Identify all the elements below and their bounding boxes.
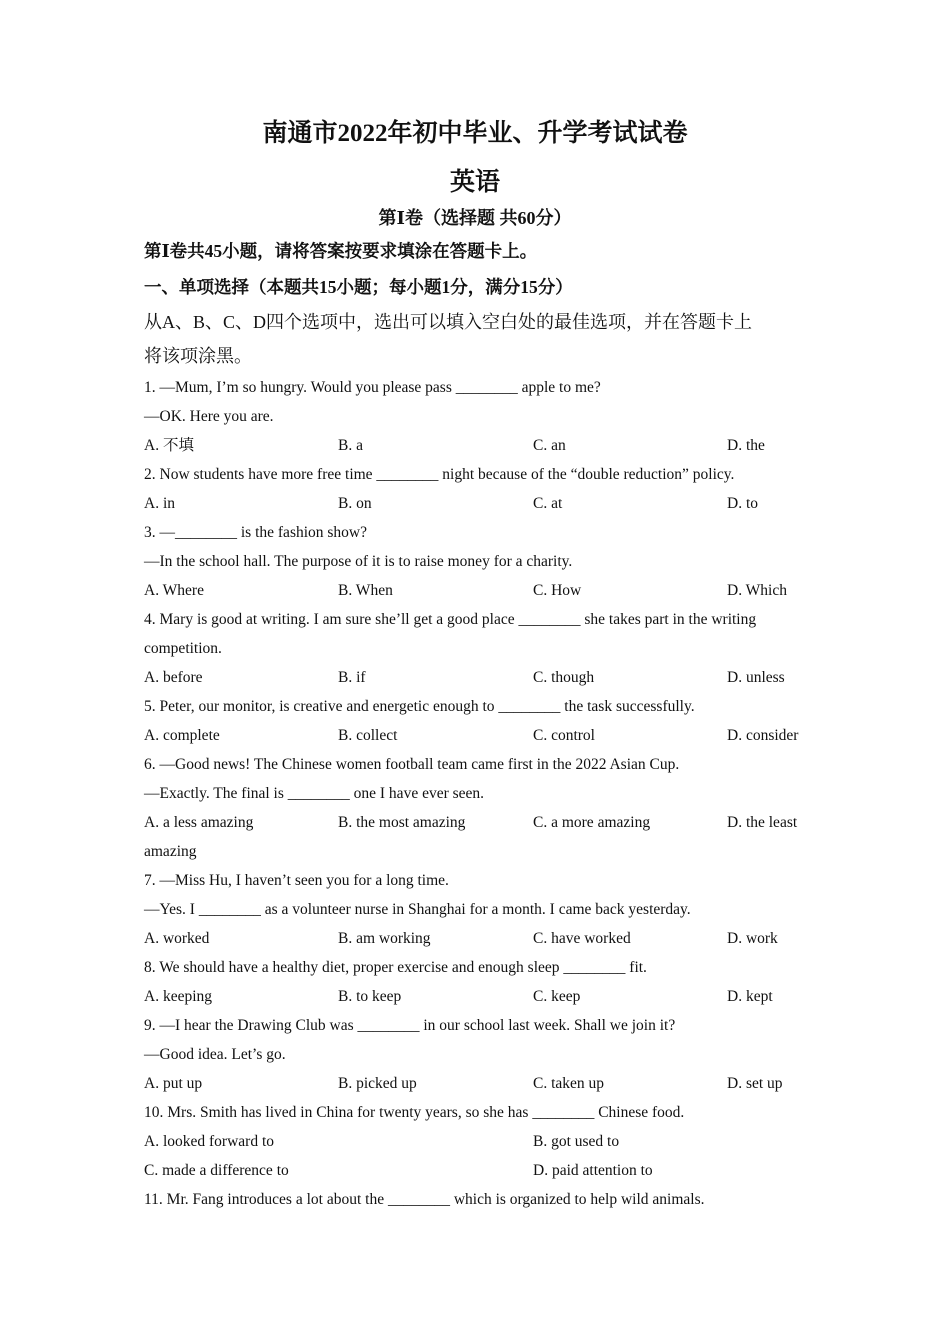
- option-d[interactable]: D. kept: [727, 988, 773, 1005]
- subject-title: 英语: [449, 169, 500, 196]
- part-heading: 第Ⅰ卷（选择题 共60分）: [378, 208, 572, 228]
- question-10-options-row-1: [144, 1132, 824, 1152]
- question-3-reply: —In the school hall. The purpose of it is to raise money for a charity.: [144, 553, 573, 570]
- question-3-options: [144, 581, 824, 601]
- question-4-stem-cont: competition.: [144, 640, 222, 657]
- option-a[interactable]: A. complete: [144, 727, 220, 744]
- option-a[interactable]: A. worked: [144, 930, 210, 947]
- option-b[interactable]: B. am working: [338, 930, 431, 947]
- question-5-stem: 5. Peter, our monitor, is creative and energetic enough to ________ the task successfully.: [144, 698, 695, 715]
- option-d[interactable]: D. to: [727, 495, 758, 512]
- question-10-options-row-2: [144, 1161, 824, 1181]
- question-3-stem: 3. —________ is the fashion show?: [144, 524, 368, 541]
- option-c[interactable]: C. control: [533, 727, 595, 744]
- option-d[interactable]: D. Which: [727, 582, 787, 599]
- question-1-reply: —OK. Here you are.: [144, 408, 274, 425]
- option-c[interactable]: C. have worked: [533, 930, 631, 947]
- option-a[interactable]: A. put up: [144, 1075, 203, 1092]
- option-b[interactable]: B. on: [338, 495, 372, 512]
- question-10-stem: 10. Mrs. Smith has lived in China for twenty years, so she has ________ Chinese food.: [144, 1104, 685, 1121]
- option-b[interactable]: B. the most amazing: [338, 814, 466, 831]
- option-a[interactable]: A. keeping: [144, 988, 213, 1005]
- option-c[interactable]: C. made a difference to: [144, 1162, 289, 1179]
- option-d[interactable]: D. consider: [727, 727, 799, 744]
- option-b[interactable]: B. if: [338, 669, 366, 686]
- option-b[interactable]: B. collect: [338, 727, 398, 744]
- option-c[interactable]: C. though: [533, 669, 595, 686]
- question-6-stem: 6. —Good news! The Chinese women football team came first in the 2022 Asian Cup.: [144, 756, 680, 773]
- question-2-options: [144, 494, 824, 514]
- option-a[interactable]: A. before: [144, 669, 203, 686]
- option-c[interactable]: C. an: [533, 437, 566, 454]
- section-heading: 一、单项选择（本题共15小题；每小题1分，满分15分）: [144, 277, 573, 297]
- option-d[interactable]: D. work: [727, 930, 778, 947]
- question-7-stem: 7. —Miss Hu, I haven’t seen you for a long time.: [144, 872, 449, 889]
- question-7-options: [144, 929, 824, 949]
- question-11-stem: 11. Mr. Fang introduces a lot about the ________ which is organized to help wild animals.: [144, 1191, 705, 1208]
- option-a[interactable]: A. a less amazing: [144, 814, 254, 831]
- question-4-stem: 4. Mary is good at writing. I am sure she’ll get a good place ________ she takes part in the writing: [144, 611, 757, 628]
- option-c[interactable]: C. keep: [533, 988, 581, 1005]
- option-d[interactable]: D. set up: [727, 1075, 783, 1092]
- question-8-stem: 8. We should have a healthy diet, proper exercise and enough sleep ________ fit.: [144, 959, 647, 976]
- option-d[interactable]: D. unless: [727, 669, 785, 686]
- option-b[interactable]: B. got used to: [533, 1133, 620, 1150]
- question-2-stem: 2. Now students have more free time ________ night because of the “double reduction” policy.: [144, 466, 735, 483]
- instruction-line-2: 将该项涂黑。: [144, 346, 252, 366]
- option-a[interactable]: A. in: [144, 495, 175, 512]
- question-6-option-wrap: amazing: [144, 843, 197, 860]
- option-a[interactable]: A. Where: [144, 582, 204, 599]
- question-6-reply: —Exactly. The final is ________ one I have ever seen.: [144, 785, 485, 802]
- option-b[interactable]: B. picked up: [338, 1075, 417, 1092]
- question-5-options: [144, 726, 824, 746]
- question-6-options: [144, 813, 824, 833]
- exam-title: 南通市2022年初中毕业、升学考试试卷: [262, 120, 688, 147]
- option-d[interactable]: D. the least: [727, 814, 798, 831]
- instruction-line-1: 从A、B、C、D四个选项中，选出可以填入空白处的最佳选项，并在答题卡上: [144, 312, 753, 332]
- question-9-reply: —Good idea. Let’s go.: [144, 1046, 286, 1063]
- option-a[interactable]: A. looked forward to: [144, 1133, 274, 1150]
- option-d[interactable]: D. the: [727, 437, 765, 454]
- question-4-options: [144, 668, 824, 688]
- question-1-options: [144, 436, 824, 456]
- option-c[interactable]: C. How: [533, 582, 582, 599]
- option-c[interactable]: C. a more amazing: [533, 814, 651, 831]
- option-b[interactable]: B. When: [338, 582, 393, 599]
- option-b[interactable]: B. to keep: [338, 988, 402, 1005]
- part-note: 第Ⅰ卷共45小题，请将答案按要求填涂在答题卡上。: [144, 241, 538, 261]
- question-7-reply: —Yes. I ________ as a volunteer nurse in Shanghai for a month. I came back yesterday.: [144, 901, 691, 918]
- option-d[interactable]: D. paid attention to: [533, 1162, 653, 1179]
- question-1-stem: 1. —Mum, I’m so hungry. Would you please pass ________ apple to me?: [144, 379, 601, 396]
- option-a[interactable]: A. 不填: [144, 437, 194, 454]
- question-9-stem: 9. —I hear the Drawing Club was ________ in our school last week. Shall we join it?: [144, 1017, 676, 1034]
- option-b[interactable]: B. a: [338, 437, 363, 454]
- question-8-options: [144, 987, 824, 1007]
- option-c[interactable]: C. taken up: [533, 1075, 605, 1092]
- option-c[interactable]: C. at: [533, 495, 563, 512]
- question-9-options: [144, 1074, 824, 1094]
